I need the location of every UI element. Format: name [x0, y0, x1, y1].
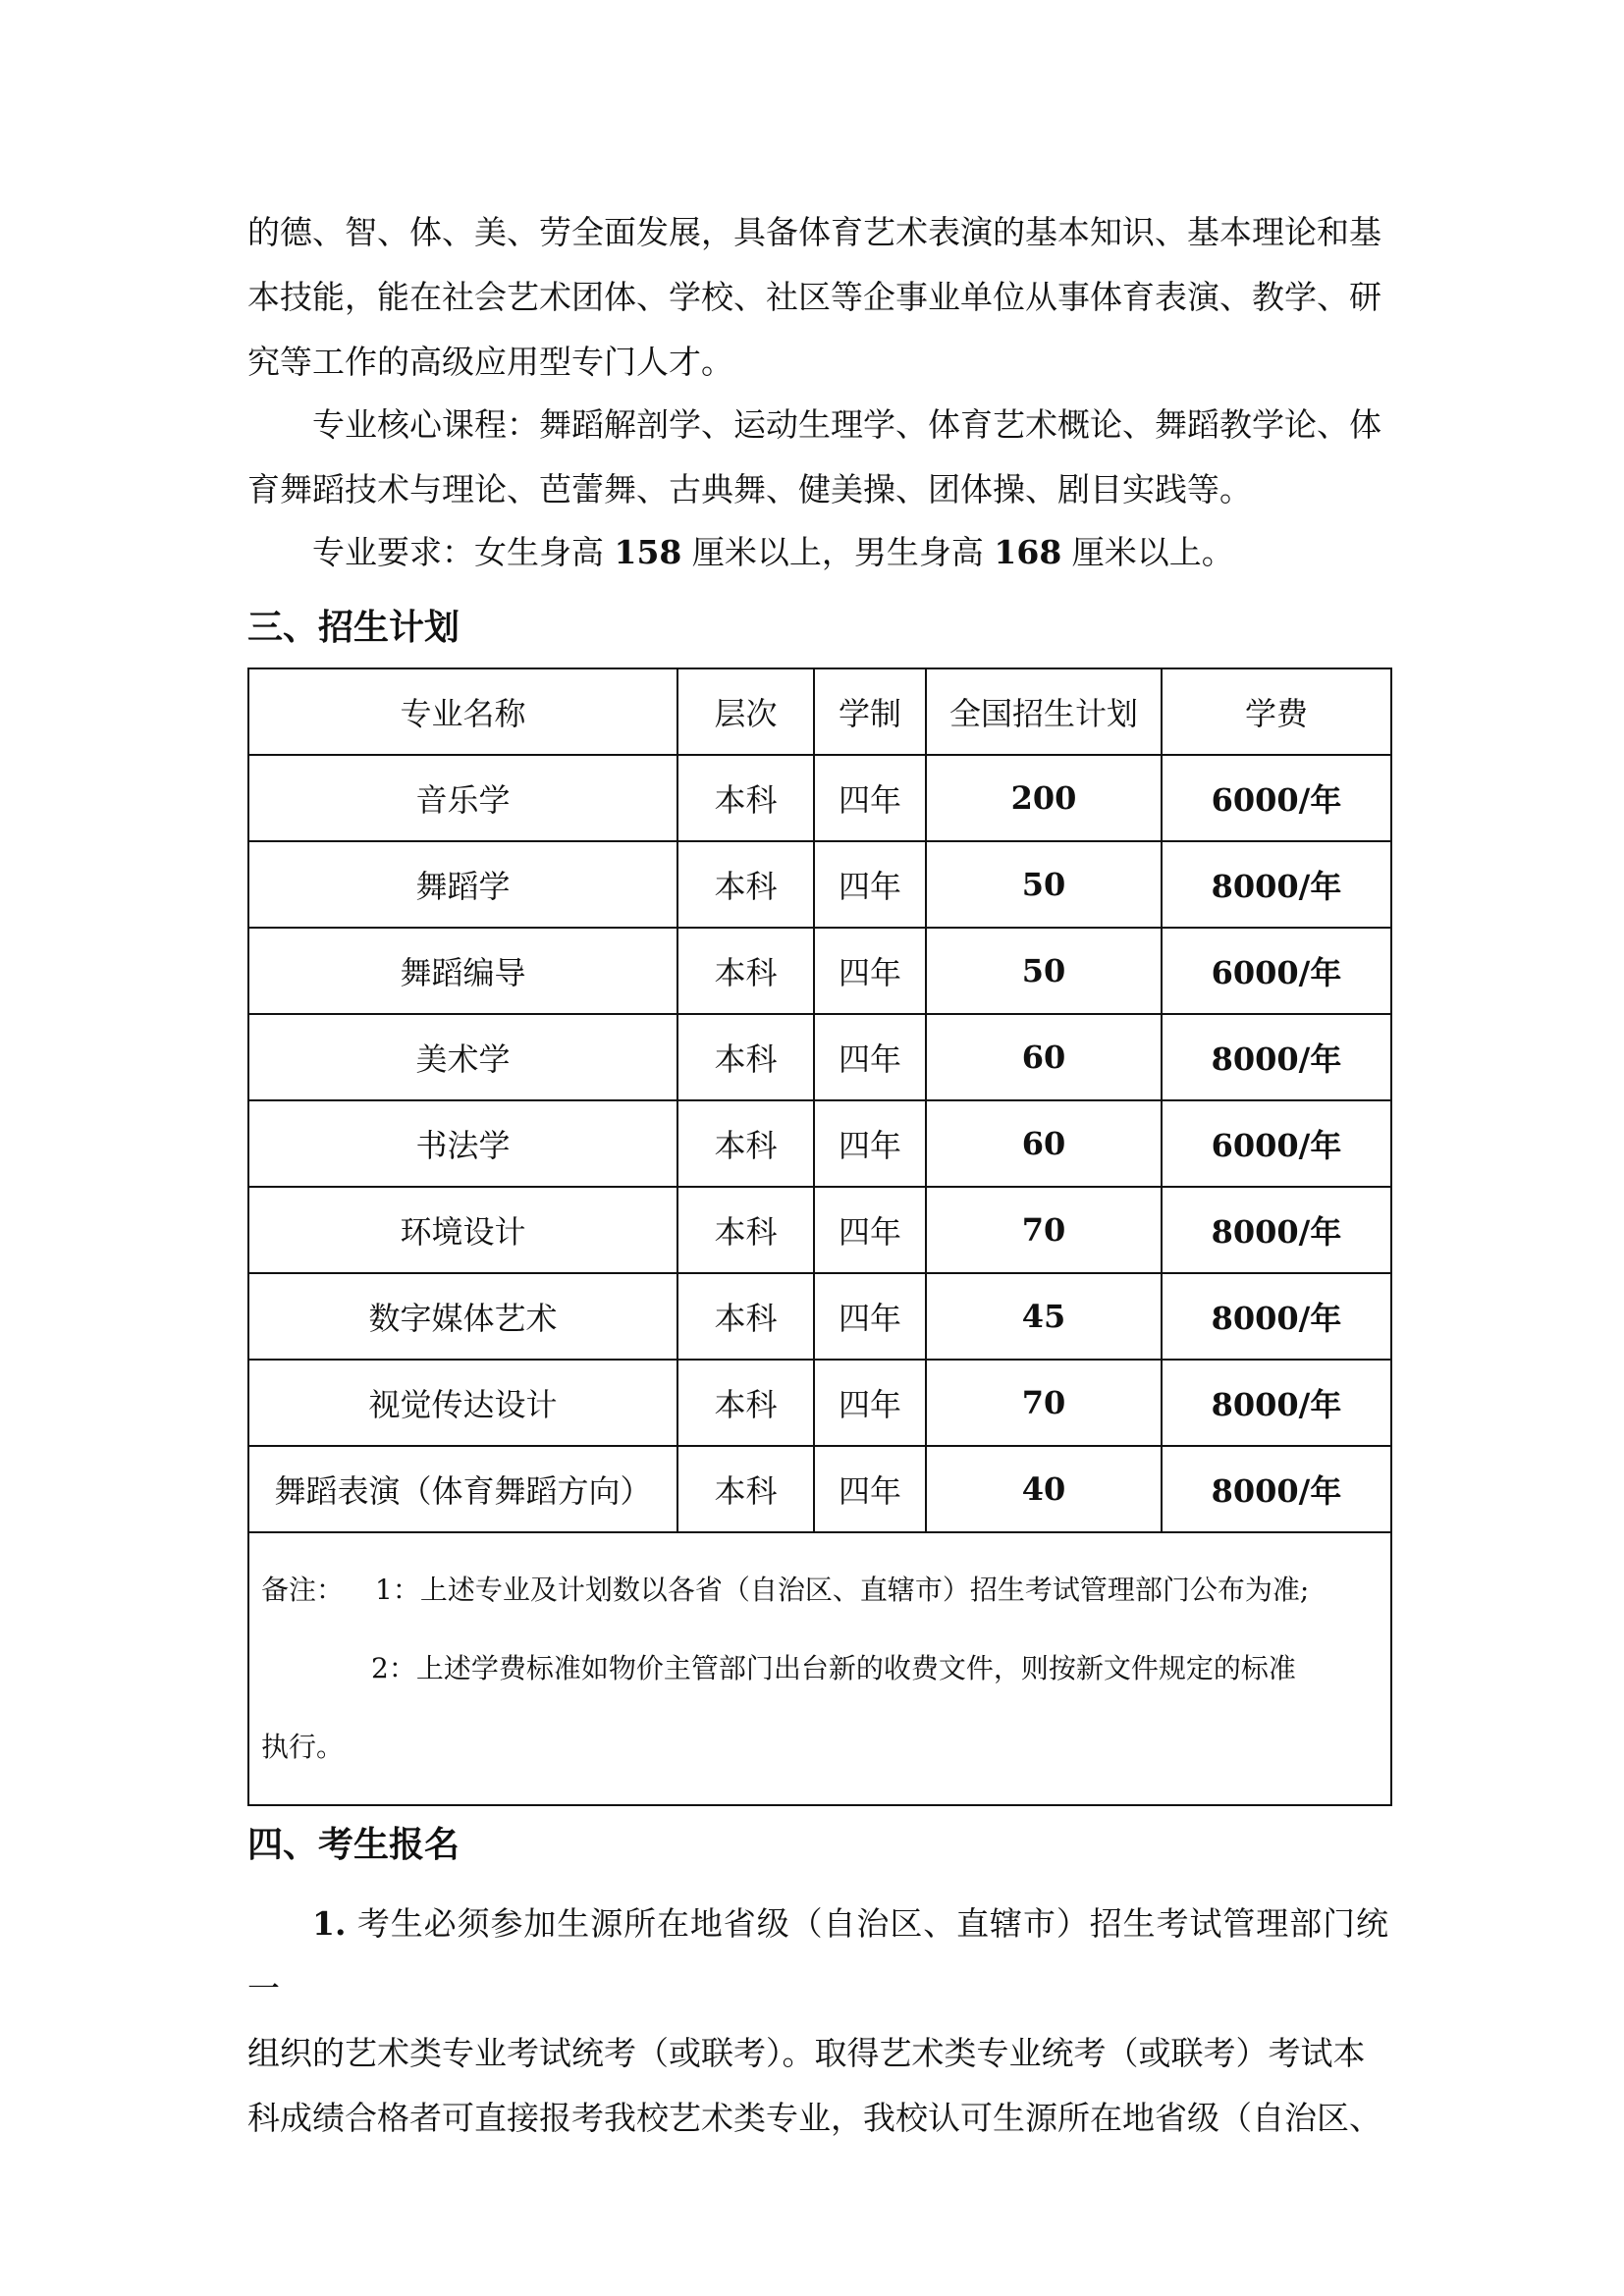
header-tuition: 学费 — [1162, 668, 1391, 755]
major-name: 环境设计 — [248, 1187, 677, 1273]
level: 本科 — [677, 1446, 814, 1532]
intro-line-2: 本技能，能在社会艺术团体、学校、社区等企事业单位从事体育表演、教学、研 — [247, 278, 1381, 316]
registration-line-3: 科成绩合格者可直接报考我校艺术类专业，我校认可生源所在地省级（自治区、 — [247, 2099, 1381, 2137]
remarks-note-1: 1：上述专业及计划数以各省（自治区、直辖市）招生考试管理部门公布为准; — [375, 1574, 1310, 1606]
duration: 四年 — [814, 1014, 926, 1100]
section-heading-enrollment-plan: 三、招生计划 — [247, 608, 460, 648]
quota: 60 — [926, 1014, 1162, 1100]
tuition: 6000/年 — [1162, 755, 1391, 841]
table-header-row — [248, 668, 1391, 755]
major-name: 舞蹈表演（体育舞蹈方向） — [248, 1446, 677, 1532]
registration-paragraph — [247, 1892, 1388, 2151]
quota: 50 — [926, 928, 1162, 1014]
level: 本科 — [677, 1100, 814, 1187]
quota: 50 — [926, 841, 1162, 928]
table-row — [248, 1100, 1391, 1187]
major-name: 书法学 — [248, 1100, 677, 1187]
major-name: 数字媒体艺术 — [248, 1273, 677, 1360]
remarks-note-2: 2：上述学费标准如物价主管部门出台新的收费文件，则按新文件规定的标准 — [371, 1652, 1296, 1684]
quota: 45 — [926, 1273, 1162, 1360]
intro-line-3: 究等工作的高级应用型专门人才。 — [247, 343, 733, 381]
remarks-cell — [248, 1532, 1391, 1805]
remarks-note-1-line — [261, 1551, 1375, 1629]
quota: 70 — [926, 1187, 1162, 1273]
level: 本科 — [677, 928, 814, 1014]
table-row — [248, 1014, 1391, 1100]
table-row — [248, 1187, 1391, 1273]
table-row — [248, 1273, 1391, 1360]
major-name: 舞蹈学 — [248, 841, 677, 928]
quota: 200 — [926, 755, 1162, 841]
requirements-suffix: 厘米以上。 — [1071, 533, 1234, 571]
remarks-note-2-continuation: 执行。 — [261, 1731, 345, 1763]
duration: 四年 — [814, 1100, 926, 1187]
tuition: 6000/年 — [1162, 1100, 1391, 1187]
level: 本科 — [677, 1273, 814, 1360]
requirements-middle: 厘米以上，男生身高 — [691, 533, 984, 571]
tuition: 8000/年 — [1162, 1187, 1391, 1273]
tuition: 8000/年 — [1162, 1014, 1391, 1100]
level: 本科 — [677, 1187, 814, 1273]
tuition: 8000/年 — [1162, 1446, 1391, 1532]
intro-paragraph — [247, 200, 1388, 395]
enrollment-plan-table — [247, 667, 1392, 1806]
tuition: 8000/年 — [1162, 841, 1391, 928]
quota: 70 — [926, 1360, 1162, 1446]
table-row — [248, 1446, 1391, 1532]
requirements-paragraph — [247, 520, 1388, 585]
remarks-row — [248, 1532, 1391, 1805]
tuition: 8000/年 — [1162, 1360, 1391, 1446]
header-national-quota: 全国招生计划 — [926, 668, 1162, 755]
major-name: 舞蹈编导 — [248, 928, 677, 1014]
registration-item-number: 1. — [312, 1904, 347, 1943]
duration: 四年 — [814, 1273, 926, 1360]
tuition: 8000/年 — [1162, 1273, 1391, 1360]
table-row — [248, 928, 1391, 1014]
table-row — [248, 755, 1391, 841]
duration: 四年 — [814, 841, 926, 928]
registration-line-2: 组织的艺术类专业考试统考（或联考）。取得艺术类专业统考（或联考）考试本 — [247, 2034, 1366, 2072]
level: 本科 — [677, 1360, 814, 1446]
level: 本科 — [677, 755, 814, 841]
duration: 四年 — [814, 1360, 926, 1446]
level: 本科 — [677, 1014, 814, 1100]
intro-line-1: 的德、智、体、美、劳全面发展，具备体育艺术表演的基本知识、基本理论和基 — [247, 213, 1381, 251]
duration: 四年 — [814, 1187, 926, 1273]
level: 本科 — [677, 841, 814, 928]
duration: 四年 — [814, 755, 926, 841]
table-row — [248, 1360, 1391, 1446]
remarks-label: 备注： — [261, 1574, 345, 1606]
male-height-value: 168 — [994, 533, 1062, 571]
section-heading-registration: 四、考生报名 — [247, 1825, 460, 1865]
core-courses-line-2: 育舞蹈技术与理论、芭蕾舞、古典舞、健美操、团体操、剧目实践等。 — [247, 470, 1252, 508]
quota: 40 — [926, 1446, 1162, 1532]
header-level: 层次 — [677, 668, 814, 755]
table-row — [248, 841, 1391, 928]
header-major-name: 专业名称 — [248, 668, 677, 755]
duration: 四年 — [814, 1446, 926, 1532]
female-height-value: 158 — [614, 533, 682, 571]
quota: 60 — [926, 1100, 1162, 1187]
tuition: 6000/年 — [1162, 928, 1391, 1014]
registration-line-1: 考生必须参加生源所在地省级（自治区、直辖市）招生考试管理部门统一 — [247, 1904, 1389, 2007]
major-name: 视觉传达设计 — [248, 1360, 677, 1446]
header-duration: 学制 — [814, 668, 926, 755]
requirements-prefix: 专业要求：女生身高 — [312, 533, 604, 571]
core-courses-line-1: 专业核心课程：舞蹈解剖学、运动生理学、体育艺术概论、舞蹈教学论、体 — [312, 405, 1381, 444]
core-courses-paragraph — [247, 393, 1388, 522]
duration: 四年 — [814, 928, 926, 1014]
major-name: 美术学 — [248, 1014, 677, 1100]
major-name: 音乐学 — [248, 755, 677, 841]
